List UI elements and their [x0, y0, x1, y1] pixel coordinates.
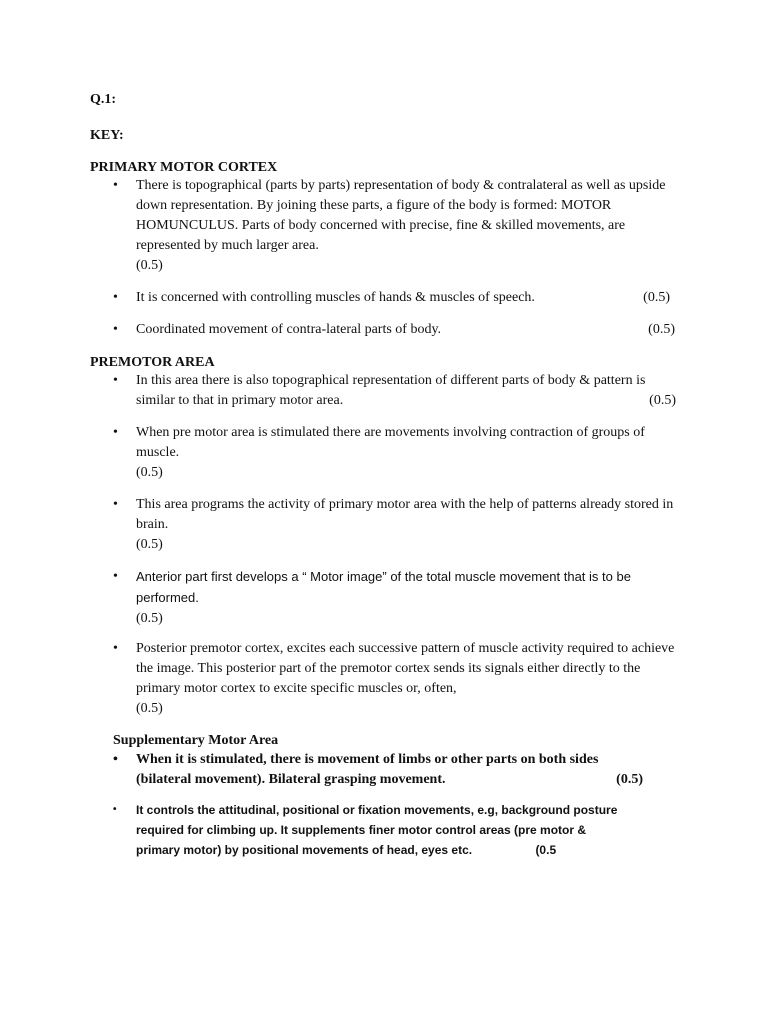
item-text: Posterior premotor cortex, excites each successive pattern of muscle activity required to achieve the image. This posterior part of the premotor cortex sends its signals either directly to the primary motor cortex to excite specific muscles or, often, [136, 641, 675, 696]
list-item [113, 639, 688, 719]
section-title-primary-motor-cortex: PRIMARY MOTOR CORTEX [90, 160, 278, 175]
item-text: Anterior part first develops a “ Motor image” of the total muscle movement that is to be performed. [136, 569, 631, 605]
bullet-icon: • [113, 497, 118, 512]
list-item [113, 750, 673, 790]
item-text: Coordinated movement of contra-lateral parts of body. [136, 322, 442, 337]
bullet-icon: • [113, 641, 118, 656]
item-score: (0.5) [136, 465, 163, 480]
item-score: (0.5 [535, 843, 557, 857]
list-item [113, 495, 688, 555]
list-item [113, 567, 688, 629]
bullet-icon: • [113, 569, 118, 584]
list-item [113, 371, 688, 411]
question-number: Q.1: [90, 92, 117, 107]
item-score: (0.5) [136, 611, 163, 626]
item-score: (0.5) [136, 537, 163, 552]
item-score: (0.5) [616, 772, 643, 787]
bullet-icon: • [113, 322, 118, 337]
list-item [113, 288, 688, 308]
section-title-supplementary-motor-area: Supplementary Motor Area [113, 733, 279, 748]
section-title-premotor-area: PREMOTOR AREA [90, 355, 215, 370]
bullet-icon: • [113, 752, 118, 767]
item-text: It controls the attitudinal, positional or fixation movements, e.g, background posture required for climbing up. It supplements finer motor control areas (pre motor & primary motor) by positional movements of head, eyes etc. [136, 803, 618, 857]
item-text: When pre motor area is stimulated there are movements involving contraction of groups of muscle. [136, 425, 645, 460]
list-item [113, 800, 653, 860]
list-item [113, 176, 688, 276]
item-text: There is topographical (parts by parts) representation of body & contralateral as well as upside down representation. By joining these parts, a figure of the body is formed: MOTOR HOMUNCULUS. Parts of body concerned with precise, fine & skilled movements, are represented by much larger area. [136, 178, 666, 253]
item-score: (0.5) [136, 701, 163, 716]
bullet-icon: • [113, 425, 118, 440]
item-text: It is concerned with controlling muscles of hands & muscles of speech. [136, 290, 535, 305]
bullet-icon: • [113, 290, 118, 305]
item-text: When it is stimulated, there is movement of limbs or other parts on both sides (bilateral movement). Bilateral grasping movement. [136, 752, 599, 787]
item-score: (0.5) [649, 393, 676, 408]
item-score: (0.5) [648, 322, 675, 337]
item-text: This area programs the activity of primary motor area with the help of patterns already stored in brain. [136, 497, 674, 532]
item-text: In this area there is also topographical representation of different parts of body & pattern is similar to that in primary motor area. [136, 373, 646, 408]
bullet-icon: • [113, 373, 118, 388]
bullet-icon: • [113, 178, 118, 193]
list-item [113, 423, 688, 483]
list-item [113, 320, 688, 340]
item-score: (0.5) [136, 258, 163, 273]
item-score: (0.5) [643, 290, 670, 305]
bullet-icon: • [113, 804, 117, 815]
key-label: KEY: [90, 128, 124, 143]
